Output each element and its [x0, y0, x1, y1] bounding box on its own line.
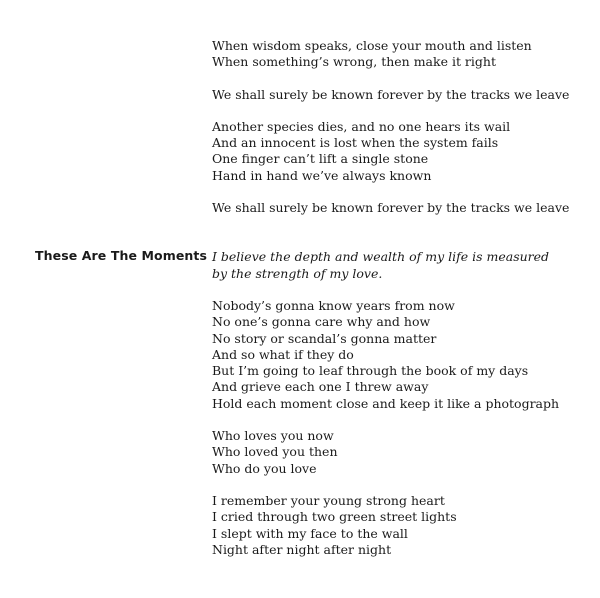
lyric-line: When wisdom speaks, close your mouth and listen	[212, 38, 532, 53]
song2-stanza-1	[212, 298, 572, 412]
song2-stanza-3	[212, 493, 572, 558]
lyric-line: Who loves you now	[212, 428, 334, 444]
lyric-line: Night after night after night	[212, 541, 392, 557]
song1-stanza-1	[212, 38, 572, 71]
lyric-line: And grieve each one I threw away	[212, 379, 429, 395]
song1-stanza-3	[212, 119, 572, 184]
lyric-line: Another species dies, and no one hears its wail	[212, 118, 511, 134]
lyric-line: Nobody’s gonna know years from now	[212, 298, 455, 313]
lyric-line: And so what if they do	[212, 346, 354, 362]
song-title: These Are The Moments	[35, 248, 208, 263]
song1-lyrics	[212, 38, 572, 216]
lyric-line: One finger can’t lift a single stone	[212, 151, 429, 167]
lyric-line: Hand in hand we’ve always known	[212, 167, 432, 183]
lyric-line: And an innocent is lost when the system fails	[212, 135, 499, 151]
lyric-line: We shall surely be known forever by the tracks we leave	[212, 200, 570, 216]
lyric-line: No one’s gonna care why and how	[212, 314, 431, 330]
lyric-line: When something’s wrong, then make it right	[212, 54, 496, 70]
epigraph-text: I believe the depth and wealth of my life is measured by the strength of my love.	[212, 249, 550, 281]
lyric-line: I cried through two green street lights	[212, 509, 457, 525]
lyric-line: Who do you love	[212, 460, 317, 476]
lyric-line: No story or scandal’s gonna matter	[212, 330, 437, 346]
lyric-line: I remember your young strong heart	[212, 492, 445, 508]
song2-epigraph	[212, 248, 552, 282]
lyric-line: I slept with my face to the wall	[212, 525, 408, 541]
song2-lyrics	[212, 298, 572, 558]
lyric-line: We shall surely be known forever by the tracks we leave	[212, 86, 570, 102]
lyric-line: Hold each moment close and keep it like a photograph	[212, 395, 560, 411]
song1-stanza-2	[212, 87, 572, 103]
lyric-line: Who loved you then	[212, 444, 338, 460]
song2-stanza-2	[212, 428, 572, 477]
song1-stanza-4	[212, 200, 572, 216]
lyric-line: But I’m going to leaf through the book of my days	[212, 363, 529, 379]
